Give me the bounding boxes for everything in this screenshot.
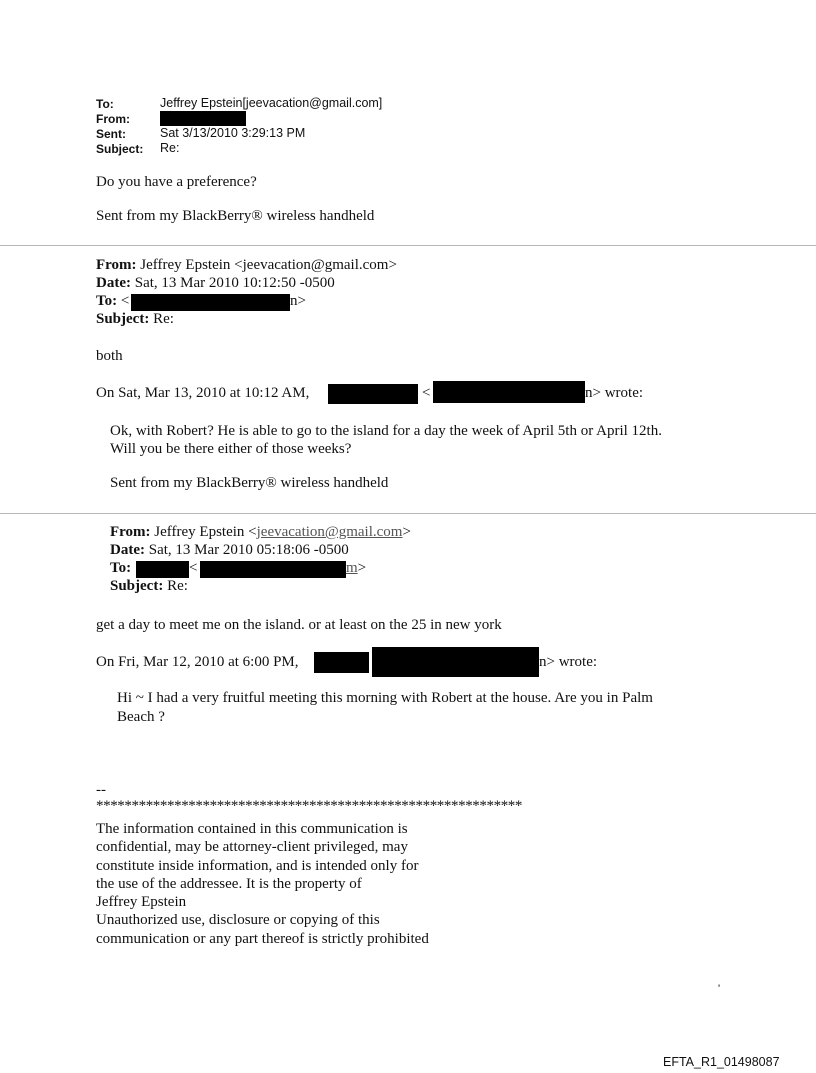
to-value: Jeffrey Epstein[jeevacation@gmail.com] [160,96,383,110]
quoted-line: Will you be there either of those weeks? [110,441,352,457]
wrote-suffix: n> wrote: [585,385,644,401]
subject-label: Subject: [96,142,144,156]
redaction-bar [131,294,290,311]
quoted-signature: Sent from my BlackBerry® wireless handheld [110,475,389,491]
redaction-bar [200,561,346,578]
redaction-bar [372,647,539,677]
to-line [96,293,129,310]
message-signature: Sent from my BlackBerry® wireless handheld [96,208,375,224]
date-label: Date: [110,542,145,558]
disclaimer-line: constitute inside information, and is intended only for [96,857,419,874]
wrote-line: On Sat, Mar 13, 2010 at 10:12 AM, [96,385,310,401]
subject-line [110,578,188,595]
date-value: Sat, 13 Mar 2010 05:18:06 -0500 [144,542,349,558]
divider [0,513,816,514]
disclaimer-line: Jeffrey Epstein [96,894,187,911]
date-line [110,542,349,559]
disclaimer-line: confidential, may be attorney-client privileged, may [96,839,408,856]
email-link[interactable]: jeevacation@gmail.com [256,524,403,540]
subject-label: Subject: [110,578,164,594]
from-line [110,524,411,541]
sent-value: Sat 3/13/2010 3:29:13 PM [160,126,306,140]
stars-line: ************************************************************ [96,798,523,814]
to-lt: < [189,560,198,576]
date-line [96,275,335,292]
to-tail [346,560,366,577]
redaction-bar [328,384,418,404]
disclaimer-line: Unauthorized use, disclosure or copying of this [96,912,380,929]
disclaimer-line: the use of the addressee. It is the property of [96,875,362,892]
message-body: Do you have a preference? [96,174,257,190]
divider [0,245,816,246]
date-value: Sat, 13 Mar 2010 10:12:50 -0500 [130,275,335,291]
date-label: Date: [96,275,131,291]
disclaimer [96,820,429,948]
to-label: To: [110,560,132,576]
to-label: To: [96,97,114,111]
sent-label: Sent: [96,127,126,141]
from-label: From: [110,524,151,540]
redaction-bar [160,111,246,126]
redaction-bar [433,381,585,403]
wrote-lt: < [422,385,431,401]
from-suffix: > [402,524,411,540]
signature-dashes: -- [96,782,106,798]
document-id: EFTA_R1_01498087 [663,1055,780,1069]
redaction-bar [314,652,369,673]
wrote-suffix: n> wrote: [539,654,598,670]
quoted-line: Beach ? [117,709,165,725]
disclaimer-line: The information contained in this communication is [96,821,408,837]
quoted-line: Ok, with Robert? He is able to go to the island for a day the week of April 5th or April 12th. [110,423,662,439]
disclaimer-line: communication or any part thereof is strictly prohibited [96,930,429,947]
subject-line [96,311,174,328]
to-gt: > [357,560,367,576]
redaction-bar [136,561,189,578]
to-open: < [117,293,130,309]
from-label: From: [96,112,130,126]
from-line [96,257,397,274]
from-prefix: Jeffrey Epstein < [150,524,257,540]
message-body: get a day to meet me on the island. or at least on the 25 in new york [96,617,502,633]
to-label: To: [96,293,118,309]
quoted-line: Hi ~ I had a very fruitful meeting this morning with Robert at the house. Are you in Palm [117,690,653,706]
subject-value: Re: [160,141,180,155]
subject-value: Re: [149,311,174,327]
from-value: Jeffrey Epstein <jeevacation@gmail.com> [136,257,397,273]
subject-value: Re: [163,578,188,594]
tick-mark: ' [718,983,721,995]
subject-label: Subject: [96,311,150,327]
wrote-line: On Fri, Mar 12, 2010 at 6:00 PM, [96,654,299,670]
message-body: both [96,348,123,364]
email-link[interactable]: m [346,560,358,576]
from-label: From: [96,257,137,273]
to-close: n> [290,293,306,309]
